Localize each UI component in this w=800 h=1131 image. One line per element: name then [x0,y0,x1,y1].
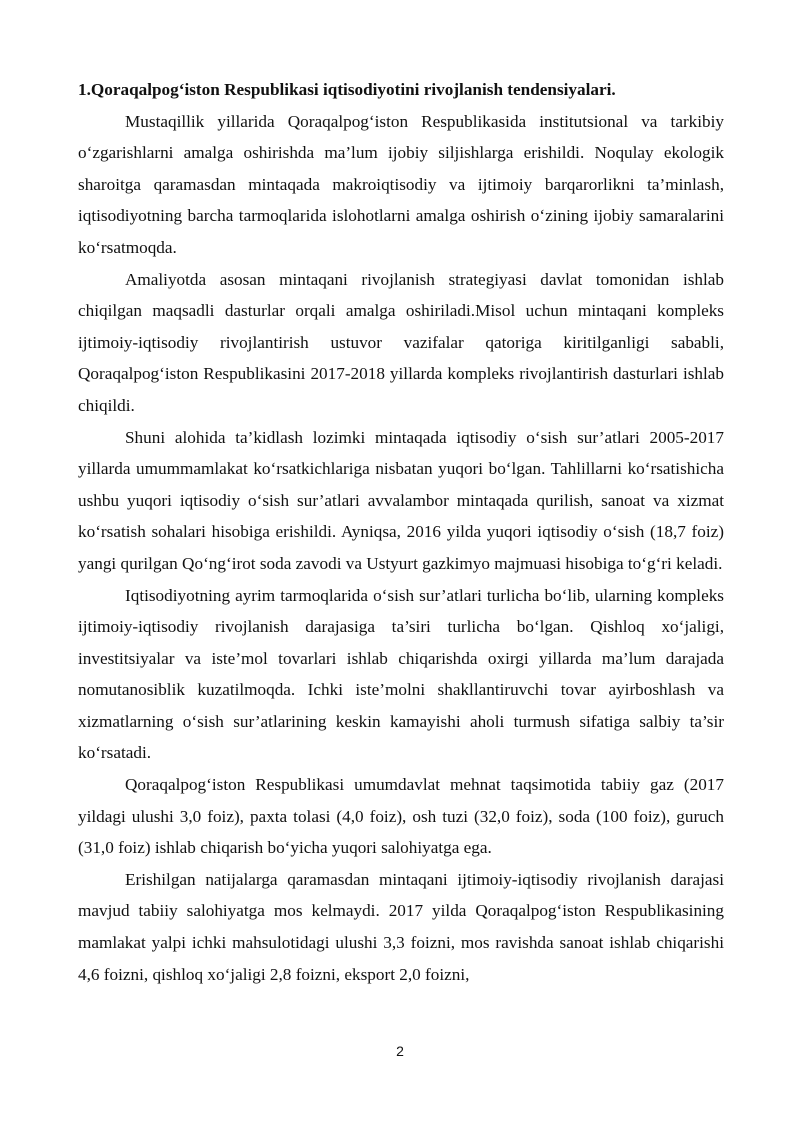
section-heading: 1.Qoraqalpog‘iston Respublikasi iqtisodiyotini rivojlanish tendensiyalari. [78,80,616,99]
paragraph-2: Amaliyotda asosan mintaqani rivojlanish strategiyasi davlat tomonidan ishlab chiqilgan maqsadli dasturlar orqali amalga oshiriladi.Misol uchun mintaqani kompleks ijtimoiy-iqtisodiy rivojlantirish ustuvor vazifalar qatoriga kiritilganligi sababli, Qoraqalpog‘iston Respublikasini 2017-2018 yillarda kompleks rivojlantirish dasturlari ishlab chiqildi. [78,269,724,415]
paragraph-1: Mustaqillik yillarida Qoraqalpog‘iston Respublikasida institutsional va tarkibiy o‘zgarishlarni amalga oshirishda ma’lum ijobiy siljishlarga erishildi. Noqulay ekologik sharoitga qaramasdan mintaqada makroiqtisodiy va ijtimoiy barqarorlikni ta’minlash, iqtisodiyotning barcha tarmoqlarida islohotlarni amalga oshirish o‘zining ijobiy samaralarini ko‘rsatmoqda. [78,111,724,257]
paragraph-5: Qoraqalpog‘iston Respublikasi umumdavlat mehnat taqsimotida tabiiy gaz (2017 yildagi ulushi 3,0 foiz), paxta tolasi (4,0 foiz), osh tuzi (32,0 foiz), soda (100 foiz), guruch (31,0 foiz) ishlab chiqarish bo‘yicha yuqori salohiyatga ega. [78,775,724,858]
paragraph-3: Shuni alohida ta’kidlash lozimki mintaqada iqtisodiy o‘sish sur’atlari 2005-2017 yillarda umummamlakat ko‘rsatkichlariga nisbatan yuqori bo‘lgan. Tahlillarni ko‘rsatishicha ushbu yuqori iqtisodiy o‘sish sur’atlari avvalambor mintaqada qurilish, sanoat va xizmat ko‘rsatish sohalari hisobiga erishildi. Ayniqsa, 2016 yilda yuqori iqtisodiy o‘sish (18,7 foiz) yangi qurilgan Qo‘ng‘irot soda zavodi va Ustyurt gazkimyo majmuasi hisobiga to‘g‘ri keladi. [78,427,724,573]
page-number: 2 [396,1043,404,1059]
page-content [78,74,724,990]
paragraph-6: Erishilgan natijalarga qaramasdan mintaqani ijtimoiy-iqtisodiy rivojlanish darajasi mavjud tabiiy salohiyatga mos kelmaydi. 2017 yilda Qoraqalpog‘iston Respublikasining mamlakat yalpi ichki mahsulotidagi ulushi 3,3 foizni, mos ravishda sanoat ishlab chiqarishi 4,6 foizni, qishloq xo‘jaligi 2,8 foizni, eksport 2,0 foizni, [78,869,724,984]
paragraph-4: Iqtisodiyotning ayrim tarmoqlarida o‘sish sur’atlari turlicha bo‘lib, ularning kompleks ijtimoiy-iqtisodiy rivojlanish darajasiga ta’siri turlicha bo‘lgan. Qishloq xo‘jaligi, investitsiyalar va iste’mol tovarlari ishlab chiqarishda oxirgi yillarda ma’lum darajada nomutanosiblik kuzatilmoqda. Ichki iste’molni shakllantiruvchi tovar ayirboshlash va xizmatlarning o‘sish sur’atlarining keskin kamayishi aholi turmush sifatiga salbiy ta’sir ko‘rsatadi. [78,585,724,763]
